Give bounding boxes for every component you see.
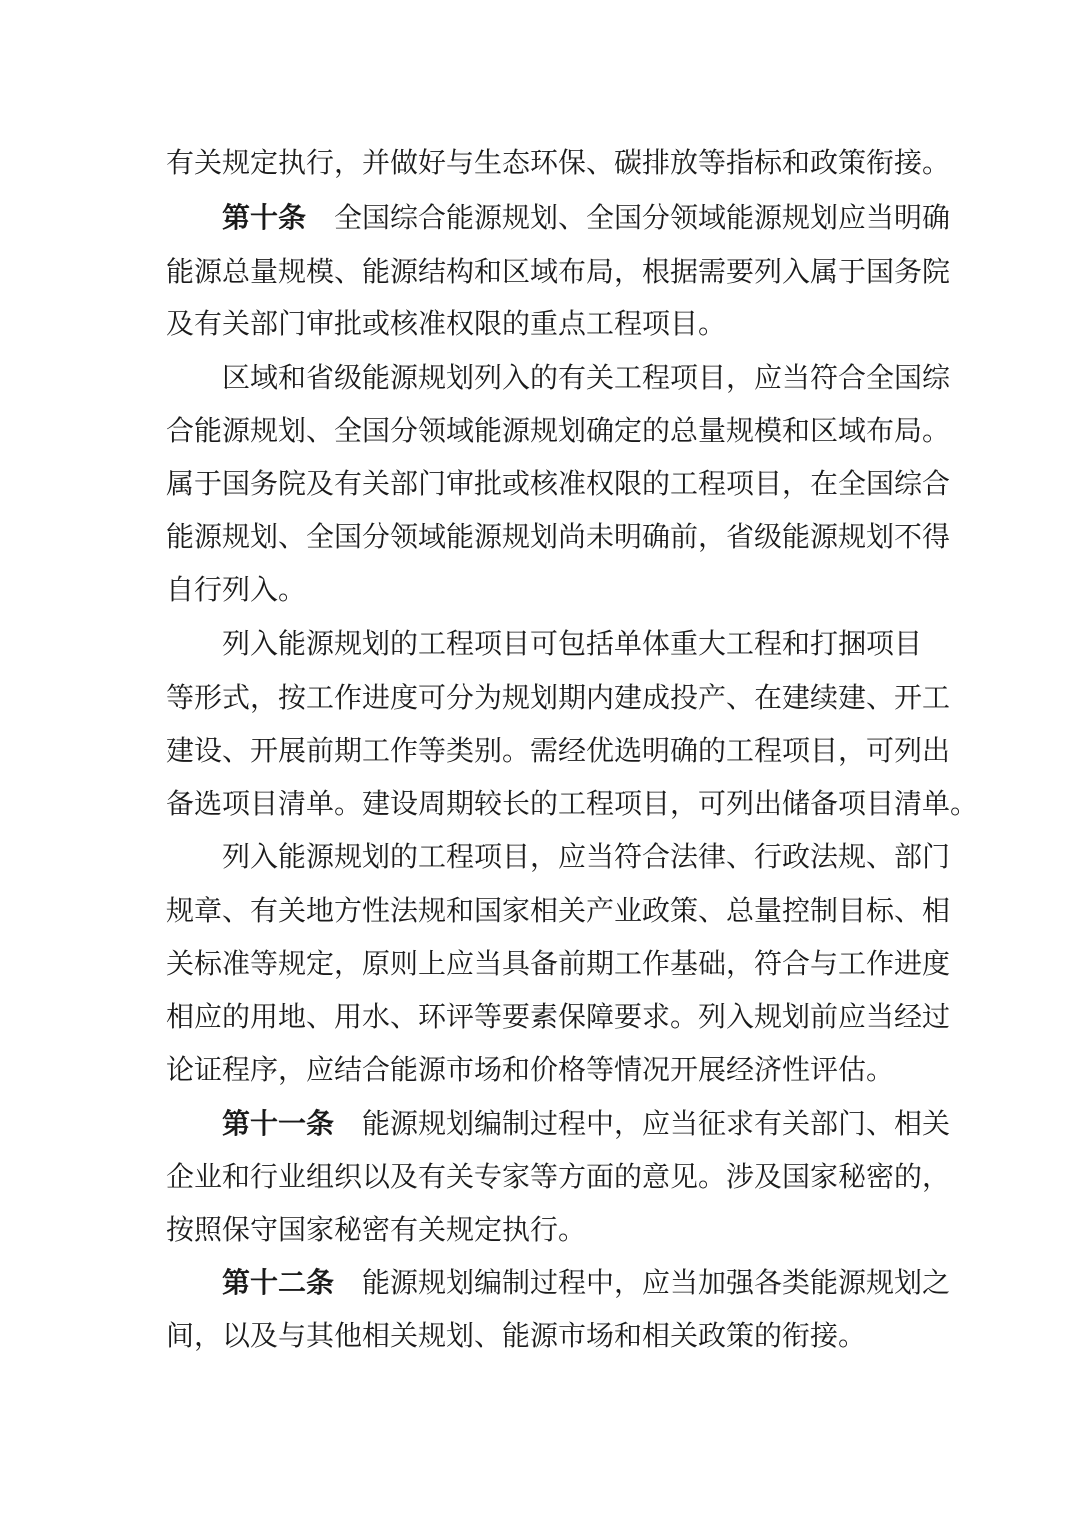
line-text: 建设、开展前期工作等类别。需经优选明确的工程项目，可列出 [166,734,951,767]
text-line [166,457,951,511]
line-text: 关标准等规定，原则上应当具备前期工作基础，符合与工作进度 [166,947,951,980]
text-line [166,1203,916,1257]
text-line [166,1043,916,1097]
line-text: 间，以及与其他相关规划、能源市场和相关政策的衔接。 [166,1319,867,1352]
line-text: 属于国务院及有关部门审批或核准权限的工程项目，在全国综合 [166,467,951,500]
text-line [222,830,951,884]
article-number: 第十一条 [222,1107,335,1140]
text-line [166,245,951,299]
text-line [166,510,951,564]
text-line [166,777,979,831]
line-text: 全国综合能源规划、全国分领域能源规划应当明确 [334,201,951,234]
text-line [166,937,951,991]
line-text: 按照保守国家秘密有关规定执行。 [166,1213,587,1246]
article-heading-line [222,191,951,245]
line-text: 列入能源规划的工程项目，应当符合法律、行政法规、部门 [222,840,951,873]
line-text: 有关规定执行，并做好与生态环保、碳排放等指标和政策衔接。 [166,146,951,179]
line-text: 列入能源规划的工程项目可包括单体重大工程和打捆项目 [222,627,923,660]
text-line [166,724,951,778]
article-heading-line [222,1256,951,1310]
line-text: 区域和省级能源规划列入的有关工程项目，应当符合全国综 [222,361,951,394]
article-number: 第十条 [222,201,307,234]
text-line [166,404,951,458]
text-line [166,1150,951,1204]
line-text: 能源总量规模、能源结构和区域布局，根据需要列入属于国务院 [166,255,951,288]
line-text: 能源规划编制过程中，应当加强各类能源规划之 [362,1266,951,1299]
line-text: 自行列入。 [166,573,307,606]
article-heading-line [222,1097,951,1151]
line-text: 企业和行业组织以及有关专家等方面的意见。涉及国家秘密的， [166,1160,951,1193]
text-line [166,563,916,617]
line-text: 合能源规划、全国分领域能源规划确定的总量规模和区域布局。 [166,414,951,447]
text-line [166,884,951,938]
line-text: 规章、有关地方性法规和国家相关产业政策、总量控制目标、相 [166,894,951,927]
text-line [166,671,951,725]
line-text: 相应的用地、用水、环评等要素保障要求。列入规划前应当经过 [166,1000,951,1033]
line-text: 能源规划、全国分领域能源规划尚未明确前，省级能源规划不得 [166,520,951,553]
text-line [222,351,951,405]
text-line [166,136,951,190]
text-line [166,990,951,1044]
line-text: 能源规划编制过程中，应当征求有关部门、相关 [362,1107,951,1140]
line-text: 论证程序，应结合能源市场和价格等情况开展经济性评估。 [166,1053,895,1086]
text-line [222,617,923,671]
text-line [166,297,916,351]
line-text: 等形式，按工作进度可分为规划期内建成投产、在建续建、开工 [166,681,951,714]
line-text: 及有关部门审批或核准权限的重点工程项目。 [166,307,727,340]
line-text: 备选项目清单。建设周期较长的工程项目，可列出储备项目清单。 [166,787,979,820]
article-number: 第十二条 [222,1266,335,1299]
text-line [166,1309,916,1363]
